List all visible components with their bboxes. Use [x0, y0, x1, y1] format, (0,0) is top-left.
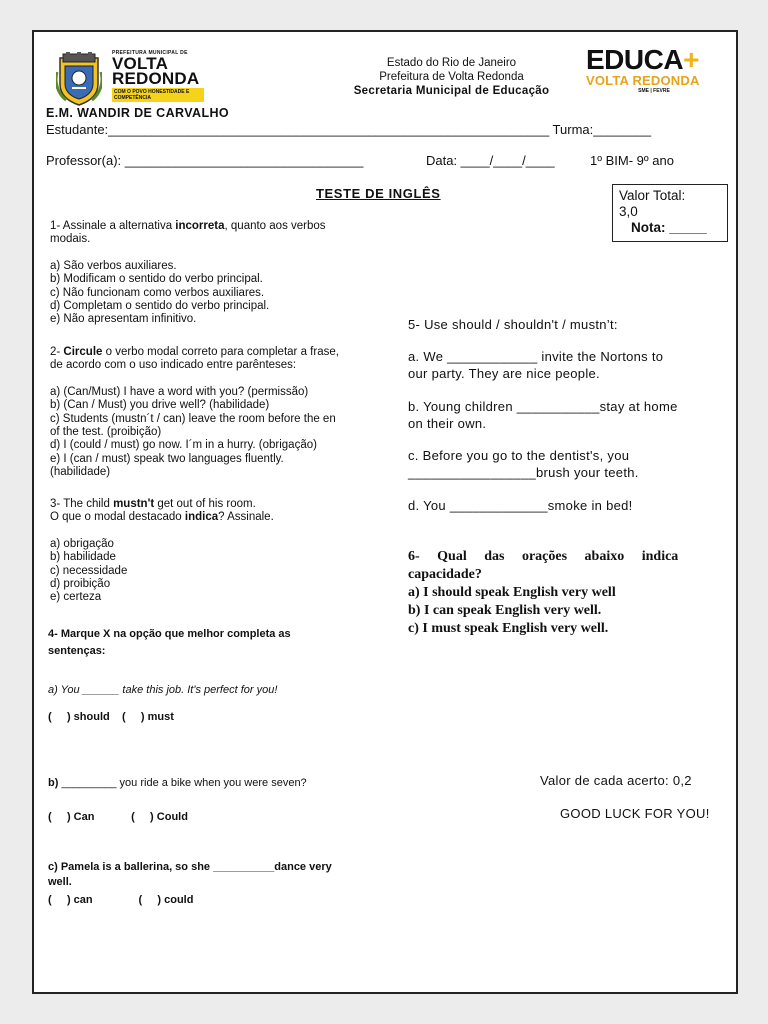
test-title: TESTE DE INGLÊS [316, 186, 441, 201]
educa-subtitle: VOLTA REDONDA [586, 73, 700, 88]
q2-option-a: a) (Can/Must) I have a word with you? (permissão) [50, 385, 309, 398]
q5-c-line1: c. Before you go to the dentist's, you [408, 448, 630, 463]
total-label: Valor Total: [619, 188, 686, 203]
q1-intro-c: modais. [50, 233, 91, 246]
vr-logo-tagline: COM O POVO HONESTIDADE E COMPETÊNCIA [112, 88, 204, 102]
q2-option-e: e) I (can / must) speak two languages fluently. [50, 452, 284, 465]
plus-icon: + [683, 44, 699, 75]
q5-b-line2: on their own. [408, 415, 487, 431]
value-each-correct: Valor de cada acerto: 0,2 [540, 773, 692, 788]
q1-option-d: d) Completam o sentido do verbo principal. [50, 300, 270, 313]
q3-option-b: b) habilidade [50, 551, 116, 564]
q3-intro-bold: mustn't [113, 498, 155, 510]
q2-intro-bold: Circule [63, 346, 103, 358]
q2-intro-a: 2- [50, 346, 64, 358]
q3-option-c: c) necessidade [50, 564, 128, 577]
question-6 [408, 548, 722, 638]
q4-b-label: b) [48, 777, 59, 789]
school-name: E.M. WANDIR DE CARVALHO [46, 106, 230, 120]
q1-option-b: b) Modificam o sentido do verbo principal. [50, 273, 263, 286]
institution-header [289, 56, 614, 98]
q6-option-c: c) I must speak English very well. [408, 621, 609, 636]
prefecture-line: Prefeitura de Volta Redonda [379, 71, 524, 83]
q3-intro-c1: O que o modal destacado [50, 511, 185, 524]
q5-item-b [408, 399, 728, 432]
teacher-line: Professor(a): _________________________________ [46, 153, 364, 168]
educa-sme: SME | FEVRE [638, 88, 670, 94]
volta-redonda-logo [112, 50, 228, 102]
value-box [612, 184, 728, 242]
q5-a-line2: our party. They are nice people. [408, 365, 600, 381]
total-value: 3,0 [619, 204, 638, 219]
q5-item-a [408, 349, 728, 382]
q1-intro-b: , quanto aos verbos [224, 220, 326, 232]
date-line: Data: ____/____/____ [426, 153, 555, 168]
q2-option-c-cont: of the test. (proibição) [50, 426, 162, 439]
q6-intro-b: capacidade? [408, 567, 482, 582]
vr-logo-line2: REDONDA [112, 69, 200, 88]
nota-line: Nota: _____ [631, 220, 707, 235]
q2-intro-b: o verbo modal correto para completar a frase, [102, 346, 339, 358]
q5-item-d: d. You _____________smoke in bed! [408, 498, 633, 513]
q1-option-c: c) Não funcionam como verbos auxiliares. [50, 286, 265, 299]
q4-b-options: ( ) Can ( ) Could [48, 811, 188, 823]
state-line: Estado do Rio de Janeiro [386, 57, 517, 69]
question-4-intro [48, 626, 388, 660]
q2-option-c: c) Students (mustn´t / can) leave the room before the en [50, 412, 336, 425]
q4-a-sentence: a) You ______ take this job. It's perfect for you! [48, 684, 278, 696]
question-3 [50, 498, 390, 605]
question-2 [50, 346, 395, 480]
vr-logo-small: PREFEITURA MUNICIPAL DE [112, 50, 188, 56]
secretariat-line: Secretaria Municipal de Educação [353, 85, 550, 97]
q1-option-a: a) São verbos auxiliares. [50, 259, 177, 272]
q2-option-e-cont: (habilidade) [50, 466, 111, 479]
q6-number: 6 [408, 549, 415, 564]
student-line: Estudante:_____________________________________________________________ Turma:________ [46, 122, 652, 137]
q4-intro-line1: 4- Marque X na opção que melhor completa as [48, 628, 291, 640]
educa-word: EDUCA [586, 44, 684, 75]
term-label: 1º BIM- 9º ano [590, 153, 674, 168]
q3-option-e: e) certeza [50, 591, 102, 604]
q6-option-b: b) I can speak English very well. [408, 603, 602, 618]
good-luck-text: GOOD LUCK FOR YOU! [560, 806, 710, 821]
q4-intro-line2: sentenças: [48, 645, 106, 657]
q3-intro-b: get out of his room. [154, 498, 256, 510]
q6-intro-a: - Qual das orações abaixo indica [415, 549, 679, 564]
q5-c-line2: _________________brush your teeth. [408, 464, 639, 480]
q3-intro-bold2: indica [184, 511, 219, 524]
q1-option-e: e) Não apresentam infinitivo. [50, 313, 197, 326]
q3-option-d: d) proibição [50, 578, 111, 591]
city-crest-icon [56, 52, 102, 106]
q2-option-d: d) I (could / must) go now. I´m in a hurry. (obrigação) [50, 439, 317, 452]
q4-b-sentence [48, 776, 307, 791]
q3-intro-a: 3- The child [50, 498, 114, 510]
q1-intro-a: 1- Assinale a alternativa [50, 220, 176, 232]
q3-option-a: a) obrigação [50, 537, 114, 550]
q5-a-line1: a. We ____________ invite the Nortons to [408, 349, 664, 364]
question-1 [50, 220, 390, 327]
q4-c-options: ( ) can ( ) could [48, 894, 194, 906]
q4-c-line2: well. [48, 876, 72, 888]
q4-b-text: _________ you ride a bike when you were seven? [58, 777, 307, 789]
q5-item-c [408, 448, 728, 481]
q2-option-b: b) (Can / Must) you drive well? (habilidade) [50, 399, 270, 412]
q4-c-sentence [48, 860, 388, 890]
question-5-intro: 5- Use should / shouldn't / mustn’t: [408, 317, 618, 332]
q5-b-line1: b. Young children ___________stay at home [408, 399, 678, 414]
exam-sheet [32, 30, 738, 994]
q4-a-options: ( ) should ( ) must [48, 711, 174, 723]
q6-option-a: a) I should speak English very well [408, 585, 616, 600]
q3-intro-c2: ? Assinale. [218, 511, 274, 524]
q4-c-line1: c) Pamela is a ballerina, so she __________dance very [48, 861, 332, 873]
vr-logo-line1: VOLTA [112, 54, 169, 73]
q2-intro-c: de acordo com o uso indicado entre parênteses: [50, 359, 297, 372]
educa-logo [586, 46, 716, 94]
q1-intro-bold: incorreta [175, 220, 225, 232]
